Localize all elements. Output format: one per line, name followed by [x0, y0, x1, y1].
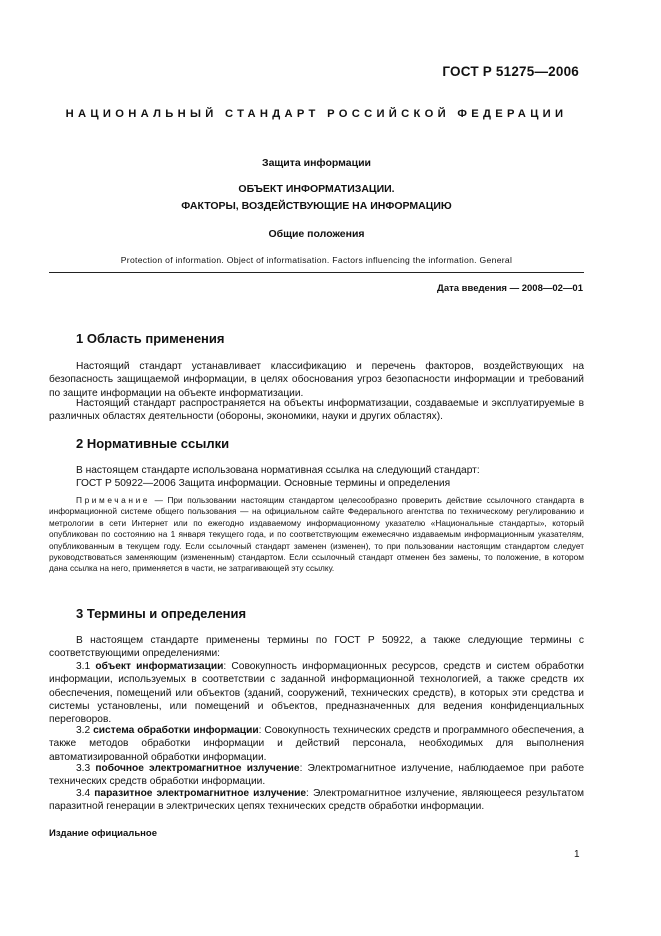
gost-number: ГОСТ Р 51275—2006 [442, 64, 579, 79]
term-3-4-number: 3.4 [76, 788, 91, 799]
title-line-1: ОБЪЕКТ ИНФОРМАТИЗАЦИИ. [238, 183, 395, 195]
title-line-2: ФАКТОРЫ, ВОЗДЕЙСТВУЮЩИЕ НА ИНФОРМАЦИЮ [181, 200, 452, 212]
section-3-intro-text: В настоящем стандарте применены термины по ГОСТ Р 50922, а также следующие термины с соответствующими определениями: [49, 635, 584, 660]
section-2-heading: 2 Нормативные ссылки [76, 436, 230, 451]
page-number: 1 [574, 849, 580, 860]
term-3-2-name: система обработки информации [93, 725, 259, 736]
term-3-3 [49, 762, 584, 789]
introduction-date: Дата введения — 2008—02—01 [437, 283, 583, 294]
section-1-paragraph-2 [49, 397, 584, 424]
term-3-4 [49, 787, 584, 814]
term-3-1 [49, 660, 584, 726]
title-divider [49, 272, 584, 273]
term-3-3-definition: : Электромагнитное излучение, наблюдаемое при работе технических средств обработки информации. [49, 763, 584, 788]
term-3-3-number: 3.3 [76, 763, 91, 774]
section-3-heading: 3 Термины и определения [76, 606, 247, 621]
term-3-4-name: паразитное электромагнитное излучение [94, 788, 307, 799]
section-2-reference [49, 477, 584, 490]
section-1-paragraph-2-text: Настоящий стандарт распространяется на объекты информатизации, создаваемые и эксплуатируемые в различных областях деятельности (обороны, экономики, науки и других областях). [49, 398, 584, 423]
term-3-2-definition: : Совокупность технических средств и программного обеспечения, а также методов обработки информации и действий персонала, необходимых для выполнения автоматизированной обработки информации. [49, 725, 584, 763]
term-3-1-name: объект информатизации [95, 661, 224, 672]
section-1-paragraph-1-text: Настоящий стандарт устанавливает классификацию и перечень факторов, воздействующих на безопасность защищаемой информации, в целях обоснования угроз безопасности информации и требований по защите информации на объекте информатизации. [49, 361, 584, 399]
title-subject: Защита информации [262, 157, 371, 169]
title-english: Protection of information. Object of informatisation. Factors influencing the information. General [120, 255, 513, 265]
section-2-reference-text: ГОСТ Р 50922—2006 Защита информации. Основные термины и определения [76, 478, 451, 489]
term-3-3-name: побочное электромагнитное излучение [95, 763, 300, 774]
section-2-paragraph-1-text: В настоящем стандарте использована нормативная ссылка на следующий стандарт: [76, 465, 480, 476]
section-2-note [49, 495, 584, 575]
official-edition-label: Издание официальное [49, 828, 157, 839]
note-text: — При пользовании настоящим стандартом целесообразно проверить действие ссылочного стандарта в информационной системе общего пользования — на официальном сайте Федерального агентства по техническому регулированию и метрологии в сети Интернет или по ежегодно издаваемому информационному указателю «Национальные стандарты», который опубликован по состоянию на 1 января текущего года, и по соответствующим ежемесячно издаваемым информационным указателям, опубликованным в текущем году. Если ссылочный стандарт заменен (изменен), то при пользовании настоящим стандартом следует руководствоваться заменяющим (измененным) стандартом. Если ссылочный стандарт отменен без замены, то положение, в котором дана ссылка на него, применяется в части, не затрагивающей эту ссылку. [49, 495, 584, 574]
term-3-4-definition: : Электромагнитное излучение, являющееся результатом паразитной генерации в электрических цепях технических средств обработки информации. [49, 788, 584, 813]
national-standard-banner: НАЦИОНАЛЬНЫЙ СТАНДАРТ РОССИЙСКОЙ ФЕДЕРАЦИИ [65, 108, 568, 120]
section-1-heading: 1 Область применения [76, 331, 225, 346]
note-label: Примечание [76, 495, 151, 505]
section-2-paragraph-1 [49, 464, 584, 477]
term-3-2 [49, 724, 584, 764]
section-3-intro [49, 634, 584, 661]
term-3-1-definition: : Совокупность информационных ресурсов, средств и систем обработки информации, используемых в соответствии с заданной информационной технологией, а также средств их обеспечения, помещений или объектов (зданий, сооружений, технических средств), в которых эти средства и системы установлены, или помещений и объектов, предназначенных для ведения конфиденциальных переговоров. [49, 661, 584, 726]
section-1-paragraph-1 [49, 360, 584, 400]
term-3-1-number: 3.1 [76, 661, 91, 672]
title-subtitle: Общие положения [268, 228, 365, 240]
term-3-2-number: 3.2 [76, 725, 91, 736]
